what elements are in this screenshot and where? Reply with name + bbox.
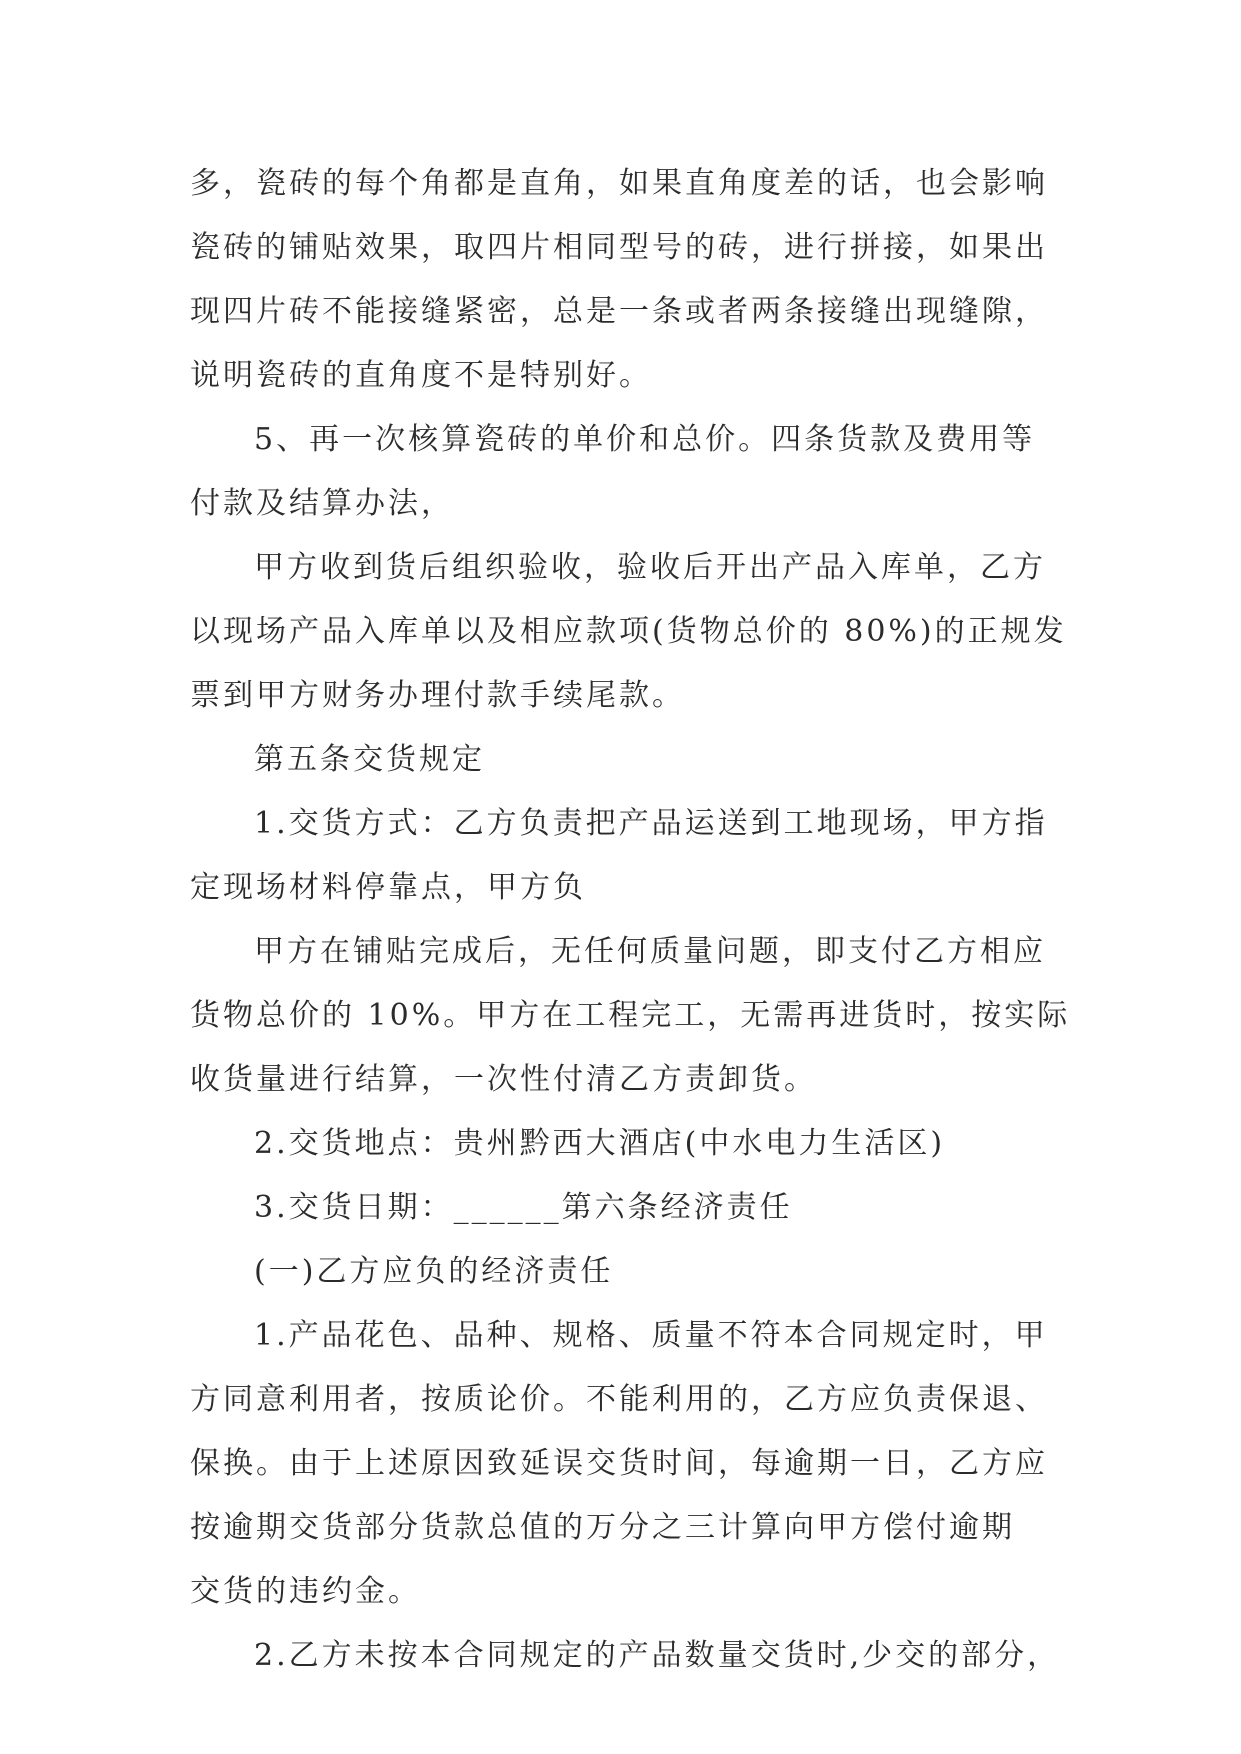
paragraph-line: 付款及结算办法， — [190, 486, 454, 521]
paragraph-line: 以现场产品入库单以及相应款项(货物总价的 80%)的正规发 — [190, 614, 1067, 649]
paragraph-line: 2.乙方未按本合同规定的产品数量交货时,少交的部分， — [254, 1638, 1061, 1673]
paragraph-line: 2.交货地点：贵州黔西大酒店(中水电力生活区) — [254, 1126, 946, 1161]
paragraph-line: 收货量进行结算，一次性付清乙方责卸货。 — [190, 1062, 817, 1097]
paragraph-line: 按逾期交货部分货款总值的万分之三计算向甲方偿付逾期 — [190, 1510, 1015, 1545]
paragraph-line: 交货的违约金。 — [190, 1574, 421, 1609]
paragraph-line: 方同意利用者，按质论价。不能利用的，乙方应负责保退、 — [190, 1382, 1048, 1417]
section-heading: (一)乙方应负的经济责任 — [254, 1254, 614, 1289]
paragraph-line: 1.交货方式：乙方负责把产品运送到工地现场，甲方指 — [254, 806, 1048, 841]
paragraph-line: 瓷砖的铺贴效果，取四片相同型号的砖，进行拼接，如果出 — [190, 230, 1048, 265]
section-heading: 第五条交货规定 — [254, 742, 485, 777]
paragraph-line: 甲方收到货后组织验收，验收后开出产品入库单，乙方 — [254, 550, 1046, 585]
paragraph-line: 5、再一次核算瓷砖的单价和总价。四条货款及费用等 — [254, 422, 1036, 457]
document-body — [190, 152, 1071, 1688]
paragraph-line: 票到甲方财务办理付款手续尾款。 — [190, 678, 685, 713]
paragraph-line: 多，瓷砖的每个角都是直角，如果直角度差的话，也会影响 — [190, 166, 1048, 201]
paragraph-line: 货物总价的 10%。甲方在工程完工，无需再进货时，按实际 — [190, 998, 1071, 1033]
paragraph-line: 3.交货日期：______第六条经济责任 — [254, 1190, 793, 1225]
paragraph-line: 甲方在铺贴完成后，无任何质量问题，即支付乙方相应 — [254, 934, 1046, 969]
paragraph-line: 保换。由于上述原因致延误交货时间，每逾期一日，乙方应 — [190, 1446, 1048, 1481]
paragraph-line: 定现场材料停靠点，甲方负 — [190, 870, 586, 905]
paragraph-line: 现四片砖不能接缝紧密，总是一条或者两条接缝出现缝隙， — [190, 294, 1048, 329]
paragraph-line: 1.产品花色、品种、规格、质量不符本合同规定时，甲 — [254, 1318, 1048, 1353]
paragraph-line: 说明瓷砖的直角度不是特别好。 — [190, 358, 652, 393]
